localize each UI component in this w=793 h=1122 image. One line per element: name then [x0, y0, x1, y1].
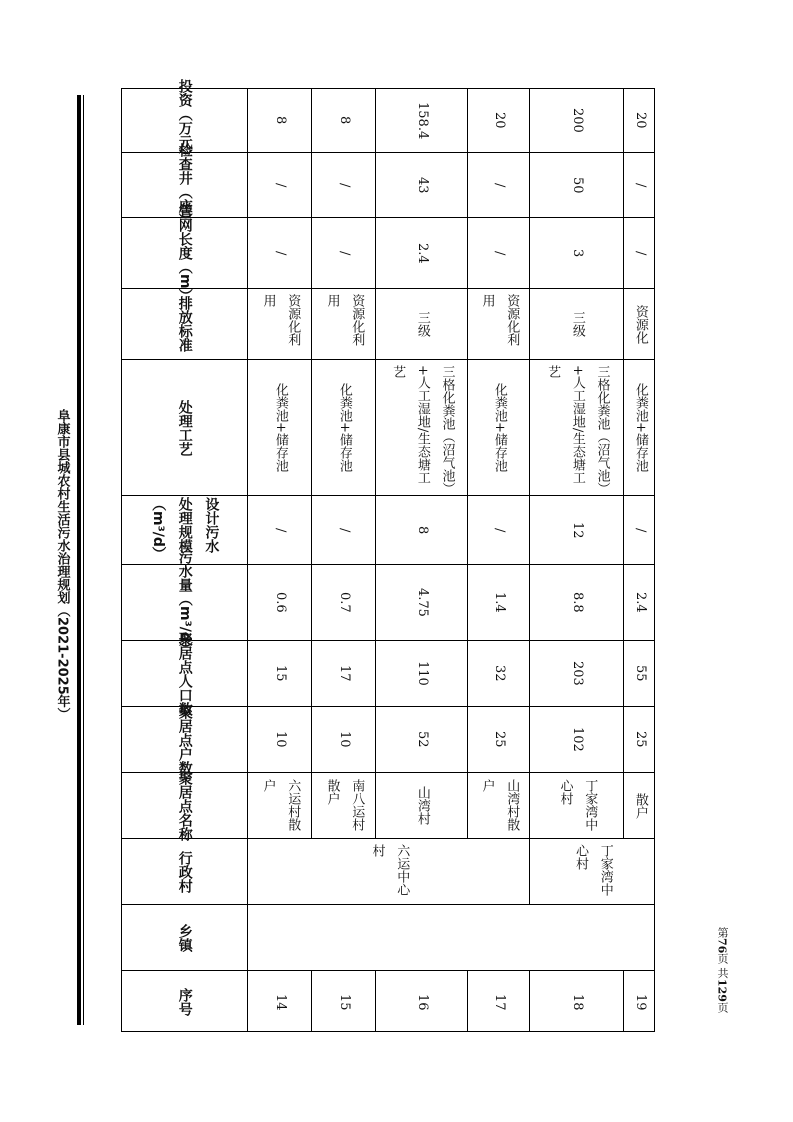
cell-pipe: 2.4: [376, 218, 467, 289]
cell-population: 32: [468, 641, 529, 707]
cell-sewage: 4.75: [376, 565, 467, 641]
sewage-table: [121, 78, 655, 1032]
hdr-process: 处理工艺: [122, 360, 247, 496]
hdr-seq: 序号: [176, 988, 193, 1016]
cell-population: 15: [248, 641, 311, 707]
cell-seq: 19: [632, 993, 648, 1011]
cell-design: 12: [530, 496, 623, 565]
cell-seq: 17: [491, 993, 507, 1011]
cell-sewage: 8.8: [530, 565, 623, 641]
cell-households: 10: [248, 707, 311, 773]
cell-wells: /: [312, 153, 375, 218]
cell-households: 10: [312, 707, 375, 773]
cell-standard: 资源化利用: [312, 289, 375, 360]
cell-invest: 20: [468, 89, 529, 153]
cell-invest: 158.4: [376, 89, 467, 153]
cell-pipe: /: [312, 218, 375, 289]
cell-wells: /: [468, 153, 529, 218]
village-merged-b: 丁家湾中心村: [530, 839, 654, 905]
cell-invest: 20: [624, 89, 655, 153]
cell-point-name: 山湾村: [376, 773, 467, 839]
cell-population: 110: [376, 641, 467, 707]
cell-design: /: [248, 496, 311, 565]
cell-pipe: /: [624, 218, 655, 289]
cell-invest: 8: [312, 89, 375, 153]
cell-design: /: [468, 496, 529, 565]
cell-process: 三格化粪池（沼气池）+人工湿地/生态塘工艺: [376, 360, 467, 496]
cell-seq: 14: [272, 993, 288, 1011]
header-rule-thin: [83, 95, 84, 1025]
cell-wells: 43: [376, 153, 467, 218]
cell-standard: 资源化: [624, 289, 655, 360]
cell-point-name: 山湾村散户: [468, 773, 529, 839]
cell-seq: 16: [414, 993, 430, 1011]
cell-sewage: 0.7: [312, 565, 375, 641]
cell-design: /: [624, 496, 655, 565]
cell-standard: 资源化利用: [248, 289, 311, 360]
town-merged: [248, 905, 654, 971]
hdr-wells: 检查井（座）: [122, 153, 247, 218]
cell-households: 25: [468, 707, 529, 773]
cell-process: 化粪池+储存池: [248, 360, 311, 496]
hdr-standard: 排放标准: [122, 289, 247, 360]
cell-households: 102: [530, 707, 623, 773]
cell-population: 203: [530, 641, 623, 707]
cell-seq: 18: [569, 993, 585, 1011]
cell-pipe: /: [468, 218, 529, 289]
hdr-invest: 投资（万元）: [122, 89, 247, 153]
document-title: 阜康市县城农村生活污水治理规划（2021-2025年）: [54, 409, 70, 721]
header-rule: [77, 95, 81, 1025]
cell-wells: /: [624, 153, 655, 218]
hdr-sewage: 污水量（m³/d）: [122, 565, 247, 641]
hdr-population: 聚居点人口数: [122, 641, 247, 707]
cell-sewage: 2.4: [624, 565, 655, 641]
cell-process: 化粪池+储存池: [468, 360, 529, 496]
page-footer: 第 76 页 共 129 页: [715, 927, 729, 1013]
cell-seq: 15: [336, 993, 352, 1011]
village-merged-a: 六运中心村: [248, 839, 530, 905]
hdr-village: 行政村: [122, 839, 247, 905]
hdr-pipe: 管网长度（m）: [122, 218, 247, 289]
cell-point-name: 丁家湾中心村: [530, 773, 623, 839]
cell-standard: 资源化利用: [468, 289, 529, 360]
cell-process: 化粪池+储存池: [624, 360, 655, 496]
cell-standard: 三级: [530, 289, 623, 360]
cell-population: 55: [624, 641, 655, 707]
cell-invest: 8: [248, 89, 311, 153]
cell-design: /: [312, 496, 375, 565]
cell-sewage: 1.4: [468, 565, 529, 641]
hdr-point-name: 聚居点名称: [122, 773, 247, 839]
cell-point-name: 南八运村散户: [312, 773, 375, 839]
cell-pipe: /: [248, 218, 311, 289]
cell-population: 17: [312, 641, 375, 707]
cell-point-name: 散户: [624, 773, 655, 839]
header-strip: [122, 78, 248, 1031]
cell-wells: 50: [530, 153, 623, 218]
cell-sewage: 0.6: [248, 565, 311, 641]
cell-design: 8: [376, 496, 467, 565]
hdr-town: 乡镇: [122, 905, 247, 971]
cell-wells: /: [248, 153, 311, 218]
cell-process: 化粪池+储存池: [312, 360, 375, 496]
cell-point-name: 六运村散户: [248, 773, 311, 839]
cell-process: 三格化粪池（沼气池）+人工湿地/生态塘工艺: [530, 360, 623, 496]
hdr-households: 聚居点户数: [122, 707, 247, 773]
cell-standard: 三级: [376, 289, 467, 360]
cell-households: 52: [376, 707, 467, 773]
cell-households: 25: [624, 707, 655, 773]
cell-invest: 200: [530, 89, 623, 153]
hdr-design: 设计污水处理规模（m³/d）: [122, 496, 247, 565]
cell-pipe: 3: [530, 218, 623, 289]
